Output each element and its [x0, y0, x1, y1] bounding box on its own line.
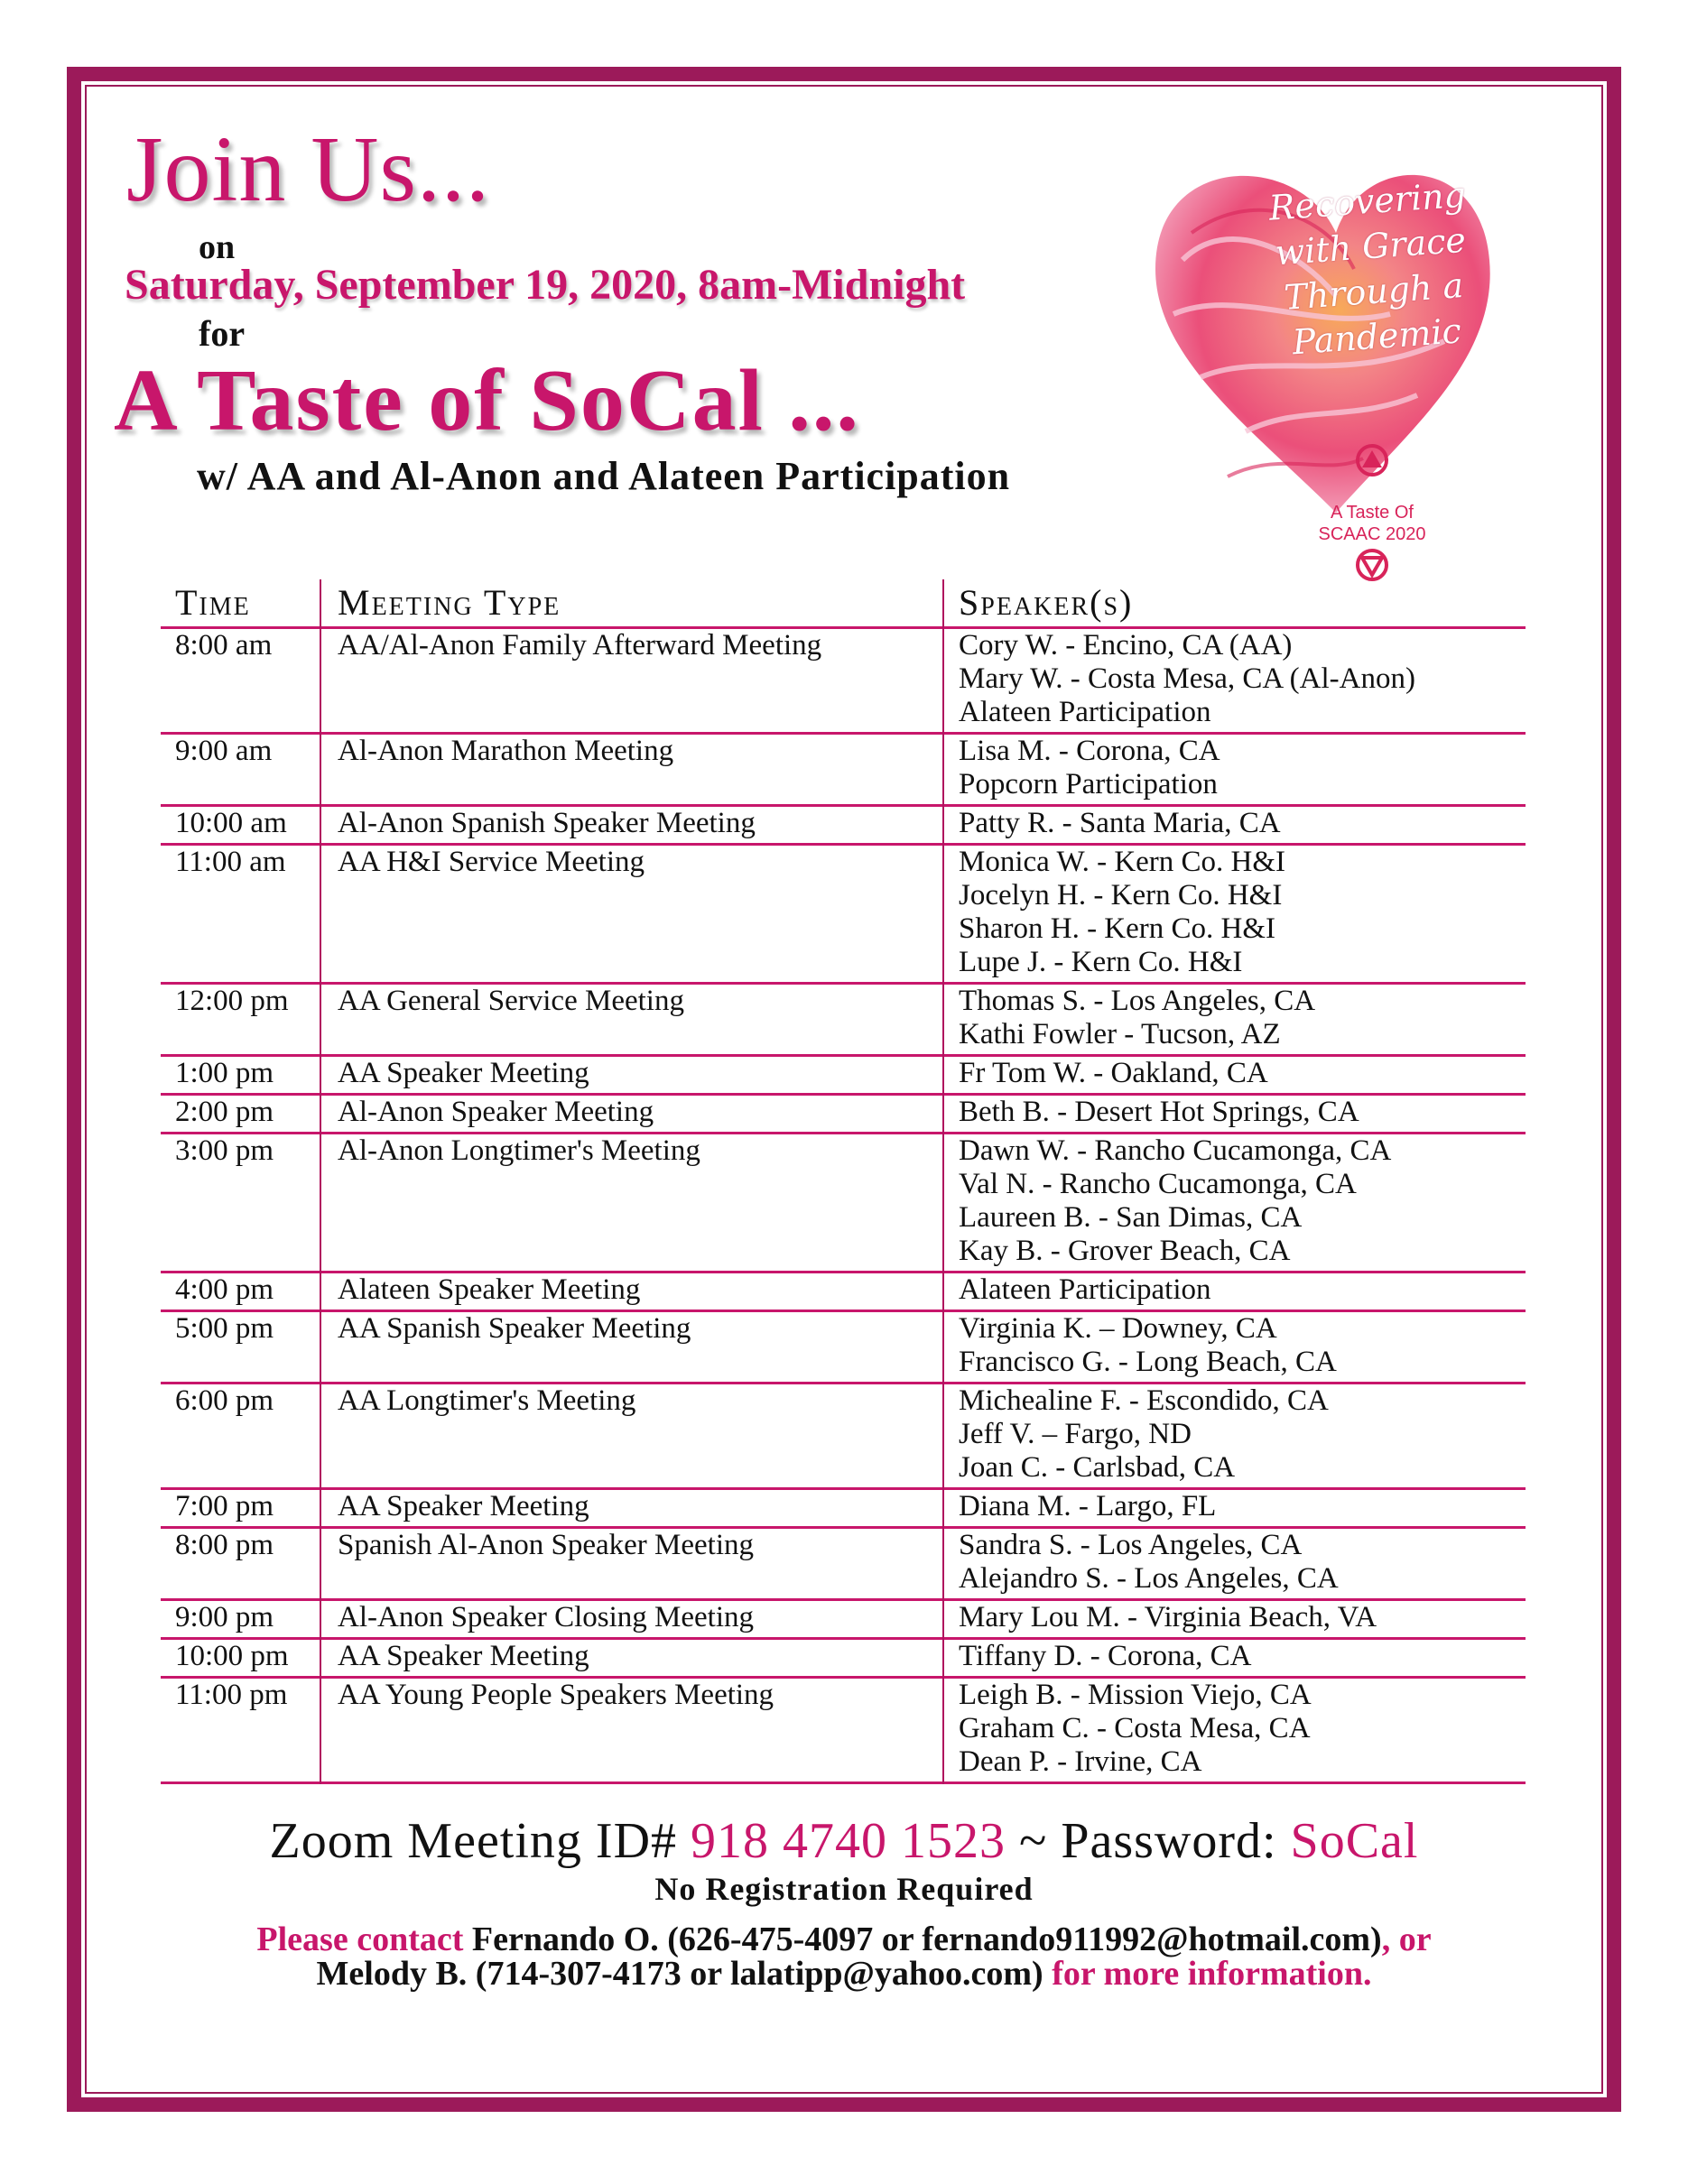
speaker-name: Michealine F. - Escondido, CA — [959, 1384, 1329, 1417]
speaker-name: Graham C. - Costa Mesa, CA — [959, 1712, 1311, 1744]
speaker-name: Fr Tom W. - Oakland, CA — [959, 1057, 1268, 1089]
speaker-name: Mary W. - Costa Mesa, CA (Al-Anon) — [959, 662, 1415, 695]
speaker-name: Thomas S. - Los Angeles, CA — [959, 985, 1316, 1017]
speaker-name: Kay B. - Grover Beach, CA — [959, 1235, 1291, 1267]
schedule-row — [161, 1057, 1526, 1096]
meeting-speakers — [959, 1057, 1518, 1090]
event-title: A Taste of SoCal ... — [114, 352, 860, 449]
speaker-name: Mary Lou M. - Virginia Beach, VA — [959, 1601, 1377, 1633]
meeting-type: Al-Anon Longtimer's Meeting — [338, 1134, 700, 1167]
zoom-password: SoCal — [1290, 1813, 1419, 1869]
speaker-name: Dawn W. - Rancho Cucamonga, CA — [959, 1134, 1392, 1167]
schedule-row — [161, 1640, 1526, 1679]
speaker-name: Alateen Participation — [959, 1273, 1211, 1306]
meeting-time: 10:00 am — [175, 807, 287, 839]
schedule-row — [161, 1490, 1526, 1529]
meeting-time: 8:00 pm — [175, 1529, 274, 1561]
speaker-name: Francisco G. - Long Beach, CA — [959, 1346, 1337, 1378]
contact-fernando: Fernando O. (626-475-4097 or fernando911992@hotmail.com) — [463, 1920, 1382, 1958]
speaker-name: Kathi Fowler - Tucson, AZ — [959, 1018, 1281, 1050]
speaker-name: Diana M. - Largo, FL — [959, 1490, 1217, 1522]
logo-line: Recovering — [1267, 174, 1468, 228]
meeting-speakers — [959, 1679, 1518, 1779]
schedule-rows — [161, 629, 1526, 1784]
speaker-name: Jeff V. – Fargo, ND — [959, 1418, 1192, 1450]
speaker-name: Tiffany D. - Corona, CA — [959, 1640, 1252, 1672]
meeting-type: AA H&I Service Meeting — [338, 846, 645, 878]
meeting-time: 11:00 am — [175, 846, 286, 878]
schedule-row — [161, 1601, 1526, 1640]
schedule-row — [161, 1096, 1526, 1134]
meeting-time: 3:00 pm — [175, 1134, 274, 1167]
meeting-type: AA Spanish Speaker Meeting — [338, 1312, 691, 1345]
meeting-time: 11:00 pm — [175, 1679, 288, 1711]
meeting-speakers — [959, 1601, 1518, 1634]
logo-caption-line: SCAAC 2020 — [1318, 524, 1426, 544]
contact-melody: Melody B. (714-307-4173 or lalatipp@yahoo.com) — [316, 1955, 1043, 1993]
schedule-row — [161, 985, 1526, 1057]
meeting-time: 10:00 pm — [175, 1640, 289, 1672]
speaker-name: Beth B. - Desert Hot Springs, CA — [959, 1096, 1359, 1128]
col-header-meeting-type: Meeting Type — [338, 582, 561, 623]
schedule-row — [161, 1312, 1526, 1384]
meeting-speakers — [959, 807, 1518, 840]
zoom-label: Zoom Meeting ID# — [269, 1813, 691, 1869]
logo-caption-line: A Taste Of — [1331, 503, 1414, 523]
meeting-time: 9:00 am — [175, 735, 273, 767]
meeting-speakers — [959, 735, 1518, 801]
meeting-time: 6:00 pm — [175, 1384, 274, 1417]
meeting-type: Al-Anon Speaker Closing Meeting — [338, 1601, 755, 1633]
contact-or: , or — [1381, 1920, 1432, 1958]
column-divider — [942, 579, 944, 1784]
meeting-type: AA Speaker Meeting — [338, 1057, 589, 1089]
schedule-row — [161, 1384, 1526, 1490]
column-divider — [320, 579, 321, 1784]
meeting-type: Spanish Al-Anon Speaker Meeting — [338, 1529, 755, 1561]
meeting-speakers — [959, 846, 1518, 979]
meeting-time: 4:00 pm — [175, 1273, 274, 1306]
meeting-speakers — [959, 1529, 1518, 1596]
meeting-time: 8:00 am — [175, 629, 273, 662]
meeting-speakers — [959, 1312, 1518, 1379]
schedule-row — [161, 629, 1526, 735]
col-header-time: Time — [175, 582, 251, 623]
speaker-name: Popcorn Participation — [959, 768, 1218, 800]
zoom-meeting-id: 918 4740 1523 — [691, 1813, 1006, 1869]
logo-script-text — [1257, 171, 1486, 366]
speaker-name: Alejandro S. - Los Angeles, CA — [959, 1562, 1339, 1595]
meeting-speakers — [959, 1096, 1518, 1129]
meeting-type: Al-Anon Spanish Speaker Meeting — [338, 807, 756, 839]
meeting-speakers — [959, 1273, 1518, 1307]
schedule-header-row — [161, 579, 1526, 629]
meeting-type: AA Speaker Meeting — [338, 1490, 589, 1522]
contact-prefix: Please contact — [256, 1920, 464, 1958]
meeting-time: 9:00 pm — [175, 1601, 274, 1633]
meeting-type: Alateen Speaker Meeting — [338, 1273, 641, 1306]
logo-line: Pandemic — [1291, 310, 1463, 363]
schedule-row — [161, 846, 1526, 985]
event-subtitle: w/ AA and Al-Anon and Alateen Participation — [197, 454, 1011, 498]
speaker-name: Jocelyn H. - Kern Co. H&I — [959, 879, 1283, 912]
meeting-speakers — [959, 1640, 1518, 1673]
meeting-time: 2:00 pm — [175, 1096, 274, 1128]
for-text: for — [199, 313, 246, 354]
meeting-type: AA/Al-Anon Family Afterward Meeting — [338, 629, 822, 662]
meeting-speakers — [959, 1384, 1518, 1485]
speaker-name: Lupe J. - Kern Co. H&I — [959, 946, 1243, 978]
schedule-row — [161, 807, 1526, 846]
event-date: Saturday, September 19, 2020, 8am-Midnight — [125, 261, 966, 309]
speaker-name: Laureen B. - San Dimas, CA — [959, 1201, 1303, 1234]
on-text: on — [199, 228, 236, 266]
schedule-row — [161, 735, 1526, 807]
speaker-name: Dean P. - Irvine, CA — [959, 1745, 1202, 1778]
logo-line: with Grace — [1274, 219, 1468, 273]
speaker-name: Joan C. - Carlsbad, CA — [959, 1451, 1236, 1484]
speaker-name: Lisa M. - Corona, CA — [959, 735, 1220, 767]
speaker-name: Cory W. - Encino, CA (AA) — [959, 629, 1293, 662]
speaker-name: Patty R. - Santa Maria, CA — [959, 807, 1281, 839]
meeting-time: 7:00 pm — [175, 1490, 274, 1522]
logo-caption — [1309, 502, 1435, 545]
meeting-time: 1:00 pm — [175, 1057, 274, 1089]
speaker-name: Leigh B. - Mission Viejo, CA — [959, 1679, 1312, 1711]
schedule-row — [161, 1529, 1526, 1601]
meeting-time: 12:00 pm — [175, 985, 289, 1017]
meeting-type: Al-Anon Speaker Meeting — [338, 1096, 654, 1128]
meeting-type: AA Longtimer's Meeting — [338, 1384, 636, 1417]
meeting-type: Al-Anon Marathon Meeting — [338, 735, 674, 767]
speaker-name: Sharon H. - Kern Co. H&I — [959, 912, 1276, 945]
schedule-table — [161, 579, 1526, 1784]
meeting-type: AA Speaker Meeting — [338, 1640, 589, 1672]
contact-suffix: for more information. — [1043, 1955, 1372, 1993]
meeting-type: AA General Service Meeting — [338, 985, 684, 1017]
meeting-time: 5:00 pm — [175, 1312, 274, 1345]
speaker-name: Val N. - Rancho Cucamonga, CA — [959, 1168, 1357, 1200]
speaker-name: Virginia K. – Downey, CA — [959, 1312, 1277, 1345]
meeting-speakers — [959, 1134, 1518, 1268]
speaker-name: Sandra S. - Los Angeles, CA — [959, 1529, 1303, 1561]
zoom-password-label: ~ Password: — [1006, 1813, 1291, 1869]
zoom-info — [0, 1812, 1688, 1870]
speaker-name: Alateen Participation — [959, 696, 1211, 728]
col-header-speakers: Speaker(s) — [959, 582, 1134, 623]
schedule-row — [161, 1273, 1526, 1312]
meeting-speakers — [959, 629, 1518, 729]
heart-logo — [1119, 134, 1516, 603]
schedule-row — [161, 1679, 1526, 1784]
meeting-speakers — [959, 1490, 1518, 1523]
contact-info — [108, 1922, 1580, 1991]
speaker-name: Monica W. - Kern Co. H&I — [959, 846, 1286, 878]
no-registration-note: No Registration Required — [654, 1871, 1034, 1907]
meeting-speakers — [959, 985, 1518, 1051]
meeting-type: AA Young People Speakers Meeting — [338, 1679, 774, 1711]
join-us-heading: Join Us... — [126, 117, 490, 221]
schedule-row — [161, 1134, 1526, 1273]
logo-line: Through a — [1283, 265, 1465, 318]
